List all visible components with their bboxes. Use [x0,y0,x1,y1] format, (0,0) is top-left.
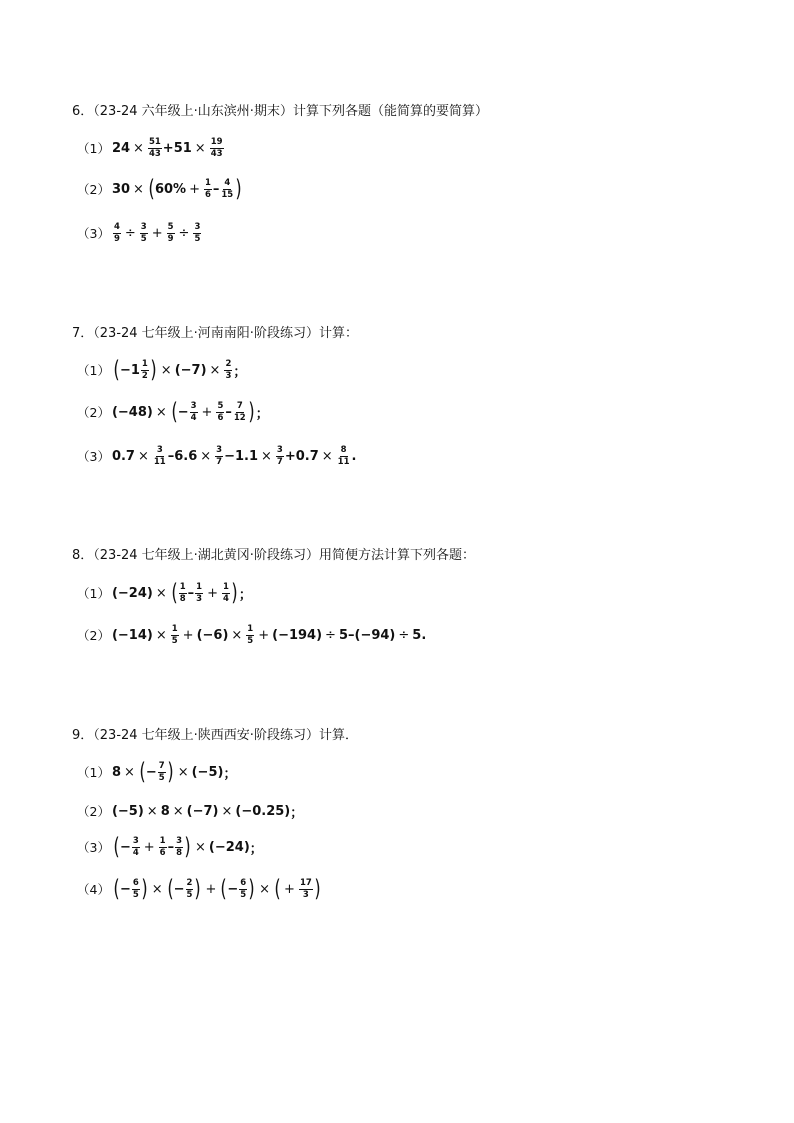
denominator: 5 [140,233,147,244]
math-operator: + [258,627,270,643]
denominator: 5 [247,635,254,646]
denominator: 3 [225,370,232,381]
math-operator: – [167,839,175,855]
numerator: 51 [148,137,161,147]
denominator: 6 [159,847,166,858]
numerator: 3 [276,445,283,455]
math-operator: × [155,404,167,420]
item-label: （2） [77,182,110,197]
math-punct: ； [290,805,304,821]
math-operator: × [209,362,221,378]
denominator: 3 [196,593,203,604]
math-operator: × [133,181,144,197]
fraction [337,446,351,466]
problem-heading: 7．（23-24 七年级上·河南南阳·阶段练习）计算： [72,326,358,341]
math-operator: + [189,181,200,197]
math-punct: ； [249,841,263,857]
right-paren: ) [150,356,157,383]
math-operator: × [172,803,184,819]
fraction [239,879,247,899]
numerator: 3 [216,445,223,455]
left-paren: ( [220,875,227,902]
item-label: （4） [77,882,110,897]
denominator: 15 [221,189,234,200]
numerator: 1 [141,359,148,369]
math-term: (−24) [208,839,250,855]
left-paren: ( [171,398,178,425]
fraction [222,583,230,603]
denominator: 4 [132,847,139,858]
left-paren: ( [171,579,178,606]
fraction [141,360,149,380]
math-expression [112,223,202,243]
math-operator: + [201,404,213,420]
fraction [159,837,167,857]
math-expression [112,138,225,158]
math-operator: − [227,881,239,897]
numerator: 3 [140,222,147,232]
sub-item-1 [77,578,252,608]
math-operator: × [231,627,243,643]
denominator: 5 [240,889,247,900]
denominator: 6 [204,189,211,200]
math-term: (−6) [196,627,229,643]
math-term: (−14) [111,627,153,643]
fraction [140,223,148,243]
left-paren: ( [113,875,120,902]
math-operator: × [155,585,167,601]
math-term: 5–(−94) [338,627,396,643]
math-punct: ； [223,766,237,782]
fraction [210,138,224,158]
math-expression [112,833,263,860]
numerator: 1 [247,624,254,634]
denominator: 5 [171,635,178,646]
sub-item-2 [77,620,426,650]
denominator: 11 [153,456,166,467]
numerator: 17 [299,878,312,888]
fraction [220,179,234,199]
math-expression [111,175,243,202]
fraction [175,837,183,857]
numerator: 1 [179,582,186,592]
math-term: 8 [160,803,170,819]
fraction [113,223,121,243]
denominator: 7 [216,456,223,467]
left-paren: ( [274,875,281,902]
numerator: 1 [159,836,166,846]
denominator: 7 [276,456,283,467]
math-term: −1 [119,362,140,378]
math-operator: ÷ [178,225,190,241]
math-operator: ÷ [398,627,410,643]
math-operator: + [207,585,218,601]
denominator: 43 [148,148,161,159]
item-label: （1） [77,586,110,601]
math-operator: × [261,448,272,464]
math-term: 0.7 [111,448,135,464]
math-operator: – [225,404,232,420]
fraction [148,138,162,158]
item-label: （2） [77,405,110,420]
math-term: (−48) [111,404,153,420]
fraction [132,879,140,899]
math-term: (−5) [111,803,144,819]
numerator: 7 [236,401,243,411]
math-operator: × [133,140,144,156]
sub-item-3 [77,218,202,248]
problem-heading: 8．（23-24 七年级上·湖北黄冈·阶段练习）用简便方法计算下列各题： [72,548,475,563]
fraction [195,583,203,603]
math-operator: − [177,404,189,420]
item-label: （1） [77,765,110,780]
math-term: 8 [111,764,121,780]
numerator: 4 [224,178,231,188]
math-operator: × [194,140,206,156]
denominator: 8 [176,847,183,858]
math-term: (−194) [272,627,323,643]
sub-item-4 [77,874,322,904]
math-operator: × [321,448,333,464]
left-paren: ( [139,758,146,785]
numerator: 8 [340,445,347,455]
numerator: 2 [186,878,193,888]
sub-item-3 [77,441,356,471]
math-punct: . [351,448,357,464]
math-term: 60% [154,181,187,197]
sub-item-2 [77,796,303,826]
numerator: 7 [158,761,165,771]
numerator: 19 [210,137,223,147]
fraction [216,402,224,422]
math-operator: × [137,448,149,464]
math-expression [112,356,247,383]
math-operator: × [151,881,163,897]
numerator: 6 [132,878,139,888]
fraction [190,402,198,422]
item-label: （2） [77,804,110,819]
numerator: 1 [196,582,203,592]
numerator: 6 [240,878,247,888]
denominator: 43 [210,148,223,159]
math-operator: + [284,881,295,897]
math-operator: × [259,881,271,897]
denominator: 9 [113,233,120,244]
math-operator: × [124,764,135,780]
item-label: （3） [77,449,110,464]
math-operator: + [182,627,194,643]
math-operator: × [177,764,189,780]
math-operator: ÷ [325,627,336,643]
math-operator: + [143,839,155,855]
math-expression [111,579,252,606]
math-expression [111,398,269,425]
denominator: 5 [186,889,193,900]
fraction [204,179,212,199]
math-operator: − [119,881,131,897]
right-paren: ) [248,398,255,425]
fraction [276,446,284,466]
math-term: 24 [111,140,131,156]
math-operator: × [155,627,167,643]
math-term: (−7) [174,362,207,378]
numerator: 3 [194,222,201,232]
denominator: 6 [217,412,224,423]
left-paren: ( [113,356,120,383]
denominator: 4 [222,593,229,604]
sub-item-1 [77,355,246,385]
denominator: 2 [141,370,148,381]
math-operator: × [160,362,172,378]
left-paren: ( [167,875,174,902]
fraction [179,583,187,603]
math-term: −1.1 [224,448,259,464]
math-term: –6.6 [167,448,198,464]
sub-item-1 [77,757,236,787]
numerator: 1 [222,582,229,592]
fraction [171,625,179,645]
fraction [153,446,167,466]
math-operator: + [205,881,217,897]
right-paren: ) [184,833,191,860]
math-operator: ÷ [124,225,136,241]
problem-heading: 9．（23-24 七年级上·陕西西安·阶段练习）计算． [72,728,358,743]
numerator: 3 [132,836,139,846]
math-term: (−5) [191,764,224,780]
right-paren: ) [248,875,255,902]
item-label: （3） [77,840,110,855]
fraction [132,837,140,857]
math-punct: ； [255,406,269,422]
fraction [158,762,166,782]
numerator: 5 [167,222,174,232]
math-operator: – [187,585,195,601]
math-expression [112,802,303,821]
numerator: 1 [171,624,178,634]
right-paren: ) [231,579,238,606]
item-label: （1） [77,141,110,156]
numerator: 3 [190,401,197,411]
numerator: 4 [113,222,120,232]
left-paren: ( [113,833,120,860]
math-operator: × [146,803,158,819]
denominator: 9 [167,233,174,244]
math-term: +0.7 [284,448,319,464]
fraction [167,223,175,243]
denominator: 4 [190,412,197,423]
fraction [299,879,313,899]
math-punct: ； [233,364,247,380]
right-paren: ) [314,875,321,902]
math-operator: – [212,181,220,197]
math-operator: − [173,881,185,897]
denominator: 11 [337,456,350,467]
sub-item-1 [77,133,225,163]
math-term: 5 [412,627,422,643]
math-operator: × [221,803,233,819]
math-punct: . [421,627,427,643]
math-operator: + [151,225,163,241]
denominator: 12 [233,412,246,423]
math-term: (−0.25) [235,803,291,819]
numerator: 5 [217,401,224,411]
math-term: (−7) [186,803,219,819]
math-punct: ； [238,587,252,603]
numerator: 1 [204,178,211,188]
denominator: 5 [194,233,201,244]
math-expression [112,875,322,902]
sub-item-2 [77,397,269,427]
right-paren: ) [167,758,174,785]
right-paren: ) [141,875,148,902]
item-label: （3） [77,226,110,241]
math-expression [112,446,357,466]
problem-heading: 6．（23-24 六年级上·山东滨州·期末）计算下列各题（能简算的要简算） [72,104,488,119]
denominator: 8 [179,593,186,604]
math-operator: − [145,764,157,780]
math-term: +51 [162,140,192,156]
right-paren: ) [235,175,242,202]
math-operator: − [119,839,131,855]
item-label: （1） [77,363,110,378]
math-term: (−24) [111,585,153,601]
fraction [246,625,254,645]
fraction [215,446,223,466]
sub-item-3 [77,832,263,862]
numerator: 3 [156,445,163,455]
fraction [233,402,247,422]
fraction [224,360,232,380]
math-expression [111,758,237,785]
math-operator: × [200,448,212,464]
math-expression [112,625,426,645]
numerator: 2 [225,359,232,369]
numerator: 3 [176,836,183,846]
denominator: 5 [158,772,165,783]
fraction [186,879,194,899]
denominator: 3 [302,889,309,900]
item-label: （2） [77,628,110,643]
left-paren: ( [148,175,155,202]
right-paren: ) [194,875,202,902]
math-term: 30 [111,181,131,197]
fraction [193,223,201,243]
denominator: 5 [132,889,139,900]
sub-item-2 [77,174,243,204]
math-operator: × [195,839,206,855]
